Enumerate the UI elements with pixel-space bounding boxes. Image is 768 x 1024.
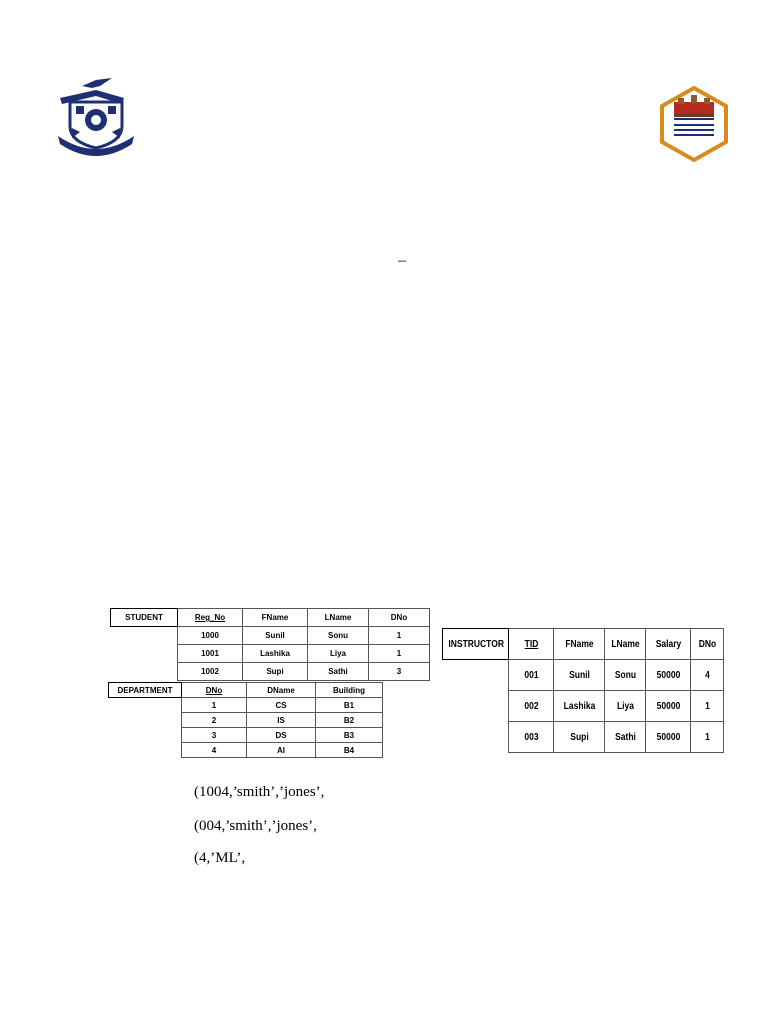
header-building: Building [316, 683, 383, 698]
blank-cell [109, 713, 182, 728]
table-cell: B2 [316, 713, 383, 728]
table-cell: 1 [369, 645, 430, 663]
blank-cell [109, 743, 182, 758]
table-row [443, 629, 724, 660]
header-dname: DName [247, 683, 316, 698]
table-row [443, 660, 724, 691]
table-cell: Supi [243, 663, 308, 681]
table-cell: 50000 [649, 722, 687, 753]
header-salary: Salary [649, 629, 687, 660]
table-cell: Lashika [558, 691, 601, 722]
blank-cell [447, 691, 503, 722]
table-cell: B4 [316, 743, 383, 758]
blank-cell [111, 627, 178, 645]
header-lname: LName [308, 609, 369, 627]
separator-dash: – [398, 252, 406, 269]
table-row [111, 627, 430, 645]
blank-cell [447, 660, 503, 691]
table-cell: 3 [369, 663, 430, 681]
header-reg-no: Reg_No [178, 609, 243, 627]
student-table [110, 608, 430, 681]
table-cell: 1002 [178, 663, 243, 681]
header-dno: DNo [693, 629, 721, 660]
header-dno: DNo [182, 683, 247, 698]
header-dno: DNo [369, 609, 430, 627]
table-cell: Sunil [558, 660, 601, 691]
blank-cell [109, 728, 182, 743]
blank-cell [111, 645, 178, 663]
table-cell: 002 [512, 691, 550, 722]
table-cell: Supi [558, 722, 601, 753]
table-cell: Sathi [608, 722, 643, 753]
header-fname: FName [243, 609, 308, 627]
department-table-label: DEPARTMENT [109, 683, 182, 698]
table-cell: 1001 [178, 645, 243, 663]
table-row [111, 663, 430, 681]
insert-line: (4,’ML’, [194, 850, 246, 866]
table-row [111, 609, 430, 627]
table-row [109, 728, 383, 743]
table-cell: Sonu [308, 627, 369, 645]
header-lname: LName [608, 629, 643, 660]
table-cell: 50000 [649, 691, 687, 722]
university-crest-logo [52, 76, 140, 156]
table-cell: IS [247, 713, 316, 728]
table-cell: 1 [693, 722, 721, 753]
table-cell: Lashika [243, 645, 308, 663]
table-row [109, 713, 383, 728]
table-cell: 001 [512, 660, 550, 691]
table-cell: DS [247, 728, 316, 743]
table-cell: 2 [182, 713, 247, 728]
school-of-engineering-logo [660, 86, 728, 162]
table-cell: 003 [512, 722, 550, 753]
table-cell: 1 [369, 627, 430, 645]
student-table-label: STUDENT [111, 609, 178, 627]
table-cell: B3 [316, 728, 383, 743]
table-row [109, 698, 383, 713]
table-cell: Liya [608, 691, 643, 722]
department-table [108, 682, 383, 758]
table-cell: B1 [316, 698, 383, 713]
blank-cell [447, 722, 503, 753]
table-cell: Sunil [243, 627, 308, 645]
table-cell: CS [247, 698, 316, 713]
table-row [443, 722, 724, 753]
blank-cell [111, 663, 178, 681]
table-cell: AI [247, 743, 316, 758]
table-cell: 1 [182, 698, 247, 713]
table-cell: 1000 [178, 627, 243, 645]
table-cell: Liya [308, 645, 369, 663]
table-cell: 4 [693, 660, 721, 691]
header-fname: FName [558, 629, 601, 660]
table-row [443, 691, 724, 722]
instructor-table-label: INSTRUCTOR [447, 629, 503, 660]
table-cell: 1 [693, 691, 721, 722]
insert-line: (004,’smith’,’jones’, [194, 818, 317, 834]
table-cell: 50000 [649, 660, 687, 691]
table-cell: Sathi [308, 663, 369, 681]
table-cell: 3 [182, 728, 247, 743]
blank-cell [109, 698, 182, 713]
table-row [111, 645, 430, 663]
table-row [109, 683, 383, 698]
header-tid: TID [512, 629, 550, 660]
instructor-table [442, 628, 724, 753]
insert-line: (1004,’smith’,’jones’, [194, 784, 325, 800]
table-cell: Sonu [608, 660, 643, 691]
table-row [109, 743, 383, 758]
table-cell: 4 [182, 743, 247, 758]
